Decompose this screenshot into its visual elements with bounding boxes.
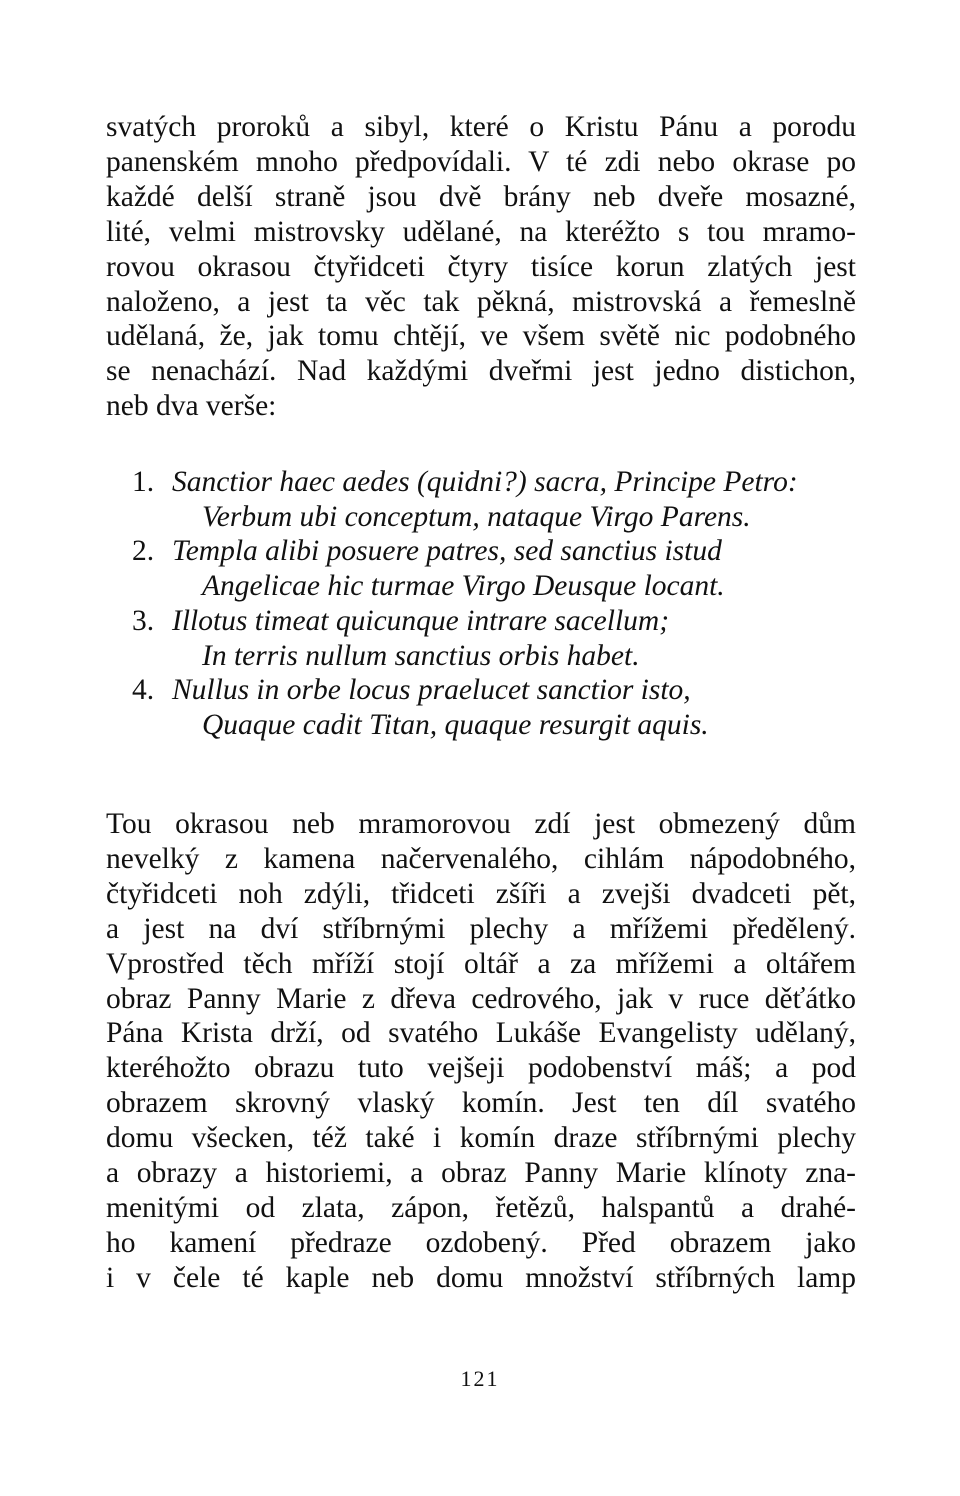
text-line: Tou okrasou neb mramorovou zdí jest obmezený dům bbox=[106, 808, 856, 840]
text-line: neb dva verše: bbox=[106, 390, 277, 423]
verse-list bbox=[108, 465, 868, 743]
page-number: 121 bbox=[460, 1366, 500, 1391]
text-line: rovou okrasou čtyřidceti čtyry tisíce korun zlatých jest bbox=[106, 250, 856, 283]
verse-line-1: Nullus in orbe locus praelucet sanctior isto, bbox=[172, 674, 691, 707]
verse-4 bbox=[108, 673, 868, 742]
text-line: a jest na dví stříbrnými plechy a mřížemi předělený. bbox=[106, 912, 856, 945]
text-line: panenském mnoho předpovídali. V té zdi nebo okrase po bbox=[106, 145, 856, 178]
verse-number: 1. bbox=[132, 466, 155, 498]
text-line: Vprostřed těch mříží stojí oltář a za mřížemi a oltářem bbox=[106, 947, 856, 980]
paragraph-2 bbox=[106, 807, 856, 1296]
text-line: nevelký z kamena načervenalého, cihlám nápodobného, bbox=[106, 842, 856, 875]
text-line: kteréhožto obrazu tuto vejšeji podobenství máš; a pod bbox=[106, 1052, 856, 1085]
text-line: udělaná, že, jak tomu chtějí, ve všem světě nic podobného bbox=[106, 320, 856, 353]
verse-2 bbox=[108, 534, 868, 603]
verse-line-2: Verbum ubi conceptum, nataque Virgo Parens. bbox=[202, 500, 751, 533]
text-line: se nenachází. Nad každými dveřmi jest jedno distichon, bbox=[106, 355, 856, 388]
verse-line-1: Templa alibi posuere patres, sed sanctius istud bbox=[172, 535, 722, 568]
text-line: i v čele té kaple neb domu množství stříbrných lamp bbox=[106, 1261, 856, 1294]
text-line: Pána Krista drží, od svatého Lukáše Evangelisty udělaný, bbox=[106, 1017, 856, 1050]
verse-line-2: In terris nullum sanctius orbis habet. bbox=[202, 639, 640, 672]
text-line: obrazem skrovný vlaský komín. Jest ten díl svatého bbox=[106, 1087, 856, 1120]
text-line: ho kamení předraze ozdobený. Před obrazem jako bbox=[106, 1226, 856, 1259]
paragraph-1 bbox=[106, 110, 856, 424]
verse-1 bbox=[108, 465, 868, 534]
text-line: a obrazy a historiemi, a obraz Panny Marie klínoty zna- bbox=[106, 1157, 856, 1190]
text-line: obraz Panny Marie z dřeva cedrového, jak v ruce děťátko bbox=[106, 982, 856, 1015]
text-line: naloženo, a jest ta věc tak pěkná, mistrovská a řemeslně bbox=[106, 285, 856, 318]
verse-line-2: Quaque cadit Titan, quaque resurgit aquis. bbox=[202, 708, 709, 741]
text-line: každé delší straně jsou dvě brány neb dveře mosazné, bbox=[106, 180, 856, 213]
text-line: domu všecken, též také i komín draze stříbrnými plechy bbox=[106, 1122, 856, 1155]
verse-number: 4. bbox=[132, 674, 155, 707]
text-line: svatých proroků a sibyl, které o Kristu Pánu a porodu bbox=[106, 111, 856, 143]
text-line: menitými od zlata, zápon, řetězů, halspantů a drahé- bbox=[106, 1191, 856, 1224]
verse-3 bbox=[108, 604, 868, 673]
verse-line-2: Angelicae hic turmae Virgo Deusque locant. bbox=[202, 570, 725, 603]
verse-line-1: Illotus timeat quicunque intrare sacellum; bbox=[172, 604, 670, 637]
text-line: čtyřidceti noh zdýli, třidceti zšíři a zvejši dvadceti pět, bbox=[106, 877, 856, 910]
verse-number: 2. bbox=[132, 535, 155, 568]
text-line: lité, velmi mistrovsky udělané, na kteréžto s tou mramo- bbox=[106, 215, 856, 248]
verse-line-1: Sanctior haec aedes (quidni?) sacra, Principe Petro: bbox=[172, 466, 798, 498]
verse-number: 3. bbox=[132, 604, 155, 637]
